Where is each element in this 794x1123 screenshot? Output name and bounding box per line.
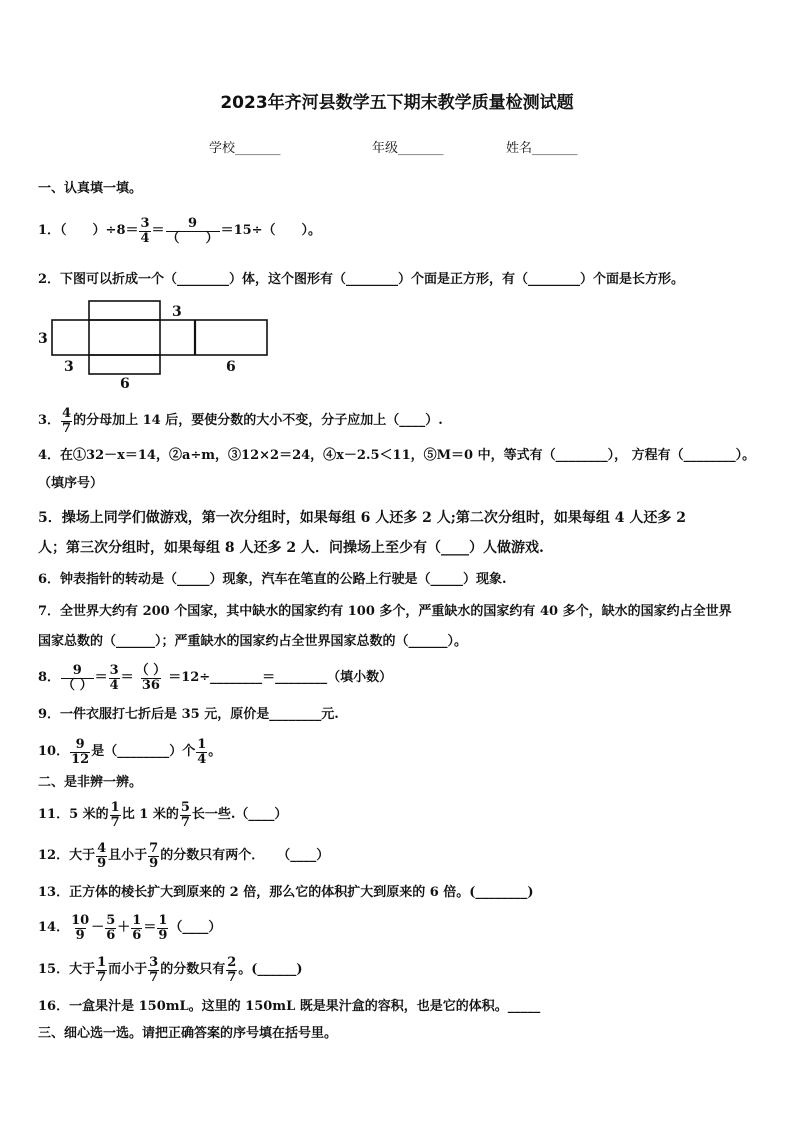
fraction: $\frac{7}{9}$ xyxy=(149,840,159,871)
question-9: 9．一件衣服打七折后是 35 元，原价是________元. xyxy=(38,707,339,722)
fraction: $\frac{4}{7}$ xyxy=(62,405,72,436)
question-8-text: ＝12÷________＝________（填小数） xyxy=(168,670,393,685)
question-4: 4．在①32－x＝14，②a÷m，③12×2＝24，④x－2.5＜11，⑤M＝0 中，等式有（________）， 方程有（________）。 xyxy=(38,448,756,463)
fraction: $\frac{3}{4}$ xyxy=(109,662,119,693)
question-6: 6．钟表指针的转动是（_____）现象，汽车在笔直的公路上行驶是（_____）现象. xyxy=(38,572,507,587)
fraction: $\frac{2}{7}$ xyxy=(227,954,237,985)
question-3-text: 的分母加上 14 后，要使分数的大小不变，分子应加上（____）. xyxy=(73,413,443,428)
fraction: $\frac{9}{12}$ xyxy=(71,736,90,767)
equals-sign: ＝ xyxy=(143,920,157,935)
question-10-number: 10． xyxy=(38,744,70,759)
question-1-text-end: ＝15÷（ ）。 xyxy=(220,223,322,238)
question-15-text-mid: 而小于 xyxy=(108,962,148,977)
question-14-end: （____） xyxy=(169,920,222,935)
net-label: 3 xyxy=(64,359,74,375)
minus-sign: － xyxy=(91,920,105,935)
fraction: $\frac{9}{( )}$ xyxy=(62,662,93,693)
question-8 xyxy=(38,660,392,696)
question-12-end: 的分数只有两个． （____） xyxy=(160,848,330,863)
question-13: 13．正方体的棱长扩大到原来的 2 倍，那么它的体积扩大到原来的 6 倍。(________) xyxy=(38,885,534,900)
question-10-end: 。 xyxy=(208,744,222,759)
fraction: $\frac{1}{6}$ xyxy=(132,912,142,943)
fraction: $\frac{5}{6}$ xyxy=(106,912,116,943)
net-bottom-face xyxy=(89,355,160,374)
equals-sign: ＝ xyxy=(94,670,108,685)
question-15-text-mid2: 的分数只有 xyxy=(160,962,226,977)
page-title: 2023年齐河县数学五下期末教学质量检测试题 xyxy=(220,93,574,113)
question-1 xyxy=(38,214,321,248)
section-heading-3: 三、细心选一选。请把正确答案的序号填在括号里。 xyxy=(38,1026,338,1041)
question-15-end: 。(______) xyxy=(238,962,303,977)
question-2: 2．下图可以折成一个（________）体，这个图形有（________）个面是正方形，有（________）个面是长方形。 xyxy=(38,272,685,287)
fraction: $\frac{( )}{36}$ xyxy=(135,662,167,693)
fraction: $\frac{4}{9}$ xyxy=(97,840,107,871)
question-4-note: （填序号） xyxy=(38,476,104,491)
name-label: 姓名 xyxy=(506,141,533,156)
question-12 xyxy=(38,838,329,874)
question-5: 5．操场上同学们做游戏，第一次分组时，如果每组 6 人还多 2 人;第二次分组时，如果每组 4 人还多 2 xyxy=(38,510,686,526)
question-10-text: 是（________）个 xyxy=(91,744,196,759)
question-16: 16．一盒果汁是 150mL。这里的 150mL 既是果汁盒的容积，也是它的体积。_____ xyxy=(38,999,541,1014)
grade-label: 年级 xyxy=(372,141,399,156)
net-label: 3 xyxy=(38,331,48,347)
fraction: $\frac{1}{7}$ xyxy=(110,799,120,830)
question-3 xyxy=(38,404,443,438)
cuboid-net-figure xyxy=(36,296,276,394)
school-blank: _______ xyxy=(235,141,281,156)
grade-field[interactable] xyxy=(372,141,444,157)
net-label: 6 xyxy=(120,376,130,392)
question-15-text: 15．大于 xyxy=(38,962,96,977)
net-label: 3 xyxy=(172,304,182,320)
fraction: $\frac{1}{4}$ xyxy=(197,736,207,767)
section-heading-1: 一、认真填一填。 xyxy=(38,181,143,196)
question-11-text-mid: 比 1 米的 xyxy=(121,807,179,822)
net-label: 6 xyxy=(226,359,236,375)
question-1-text: 1．（ ）÷8＝ xyxy=(38,223,139,238)
question-11-text: 11．5 米的 xyxy=(38,807,109,822)
fraction: $\frac{1}{7}$ xyxy=(97,954,107,985)
fraction: $\frac{3}{4}$ xyxy=(140,215,150,246)
fraction: $\frac{3}{7}$ xyxy=(149,954,159,985)
section-heading-2: 二、是非辨一辨。 xyxy=(38,775,143,790)
question-8-number: 8． xyxy=(38,670,61,685)
equals-sign: ＝ xyxy=(120,670,134,685)
name-blank: _______ xyxy=(532,141,578,156)
question-14-number: 14． xyxy=(38,920,70,935)
net-top-face xyxy=(89,301,160,320)
equals-sign: ＝ xyxy=(151,223,165,238)
fraction: $\frac{5}{7}$ xyxy=(180,799,190,830)
question-12-text-mid: 且小于 xyxy=(108,848,148,863)
plus-sign: ＋ xyxy=(117,920,131,935)
question-5-cont: 人；第三次分组时，如果每组 8 人还多 2 人．问操场上至少有（____）人做游戏. xyxy=(38,540,544,556)
question-7: 7．全世界大约有 200 个国家，其中缺水的国家约有 100 多个，严重缺水的国家约有 40 多个，缺水的国家约占全世界 xyxy=(38,604,732,619)
question-15 xyxy=(38,952,303,988)
name-field[interactable] xyxy=(506,141,578,157)
question-12-text: 12．大于 xyxy=(38,848,96,863)
fraction: $\frac{9}{( )}$ xyxy=(166,215,219,246)
question-3-number: 3． xyxy=(38,413,61,428)
fraction: $\frac{1}{9}$ xyxy=(158,912,168,943)
school-field[interactable] xyxy=(209,141,281,157)
fraction: $\frac{10}{9}$ xyxy=(71,912,90,943)
question-11-end: 长一些.（____） xyxy=(191,807,288,822)
school-label: 学校 xyxy=(209,141,236,156)
question-7-cont: 国家总数的（______）；严重缺水的国家约占全世界国家总数的（______）。 xyxy=(38,634,468,649)
question-14 xyxy=(38,910,221,946)
question-10 xyxy=(38,734,221,770)
grade-blank: _______ xyxy=(398,141,444,156)
question-11 xyxy=(38,797,287,833)
